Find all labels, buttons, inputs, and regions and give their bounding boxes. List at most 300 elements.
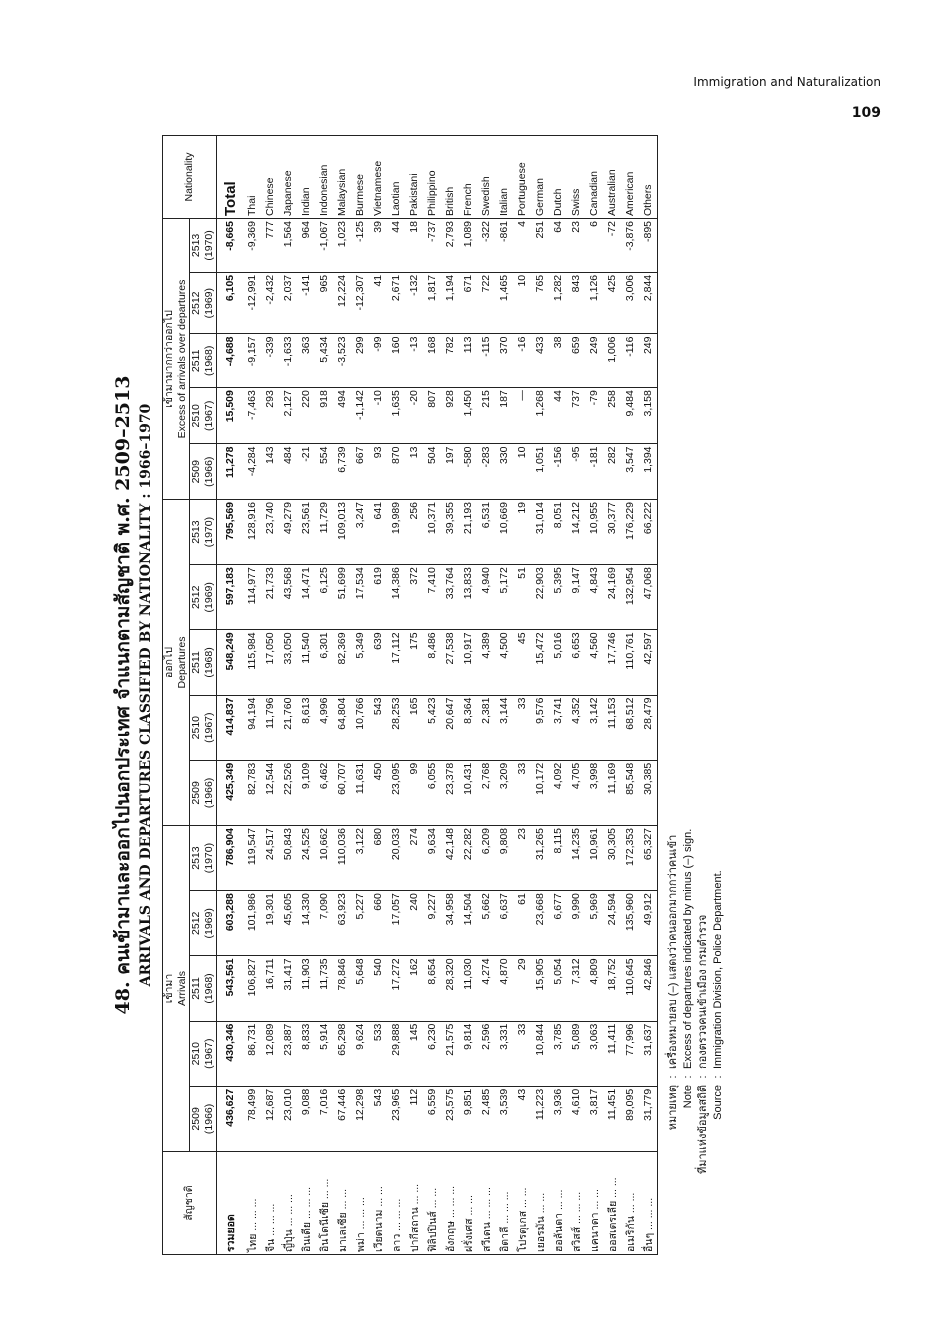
- year-ce-header: (1970): [203, 825, 217, 890]
- excess-cell: -115: [477, 334, 495, 388]
- excess-cell: 3,158: [639, 388, 658, 444]
- arrivals-cell: 135,960: [621, 891, 639, 956]
- nationality-thai-cell: ญี่ปุ่น ... ... ...: [279, 1152, 297, 1255]
- departures-cell: 256: [405, 499, 423, 564]
- nationality-english-cell: Canadian: [585, 136, 603, 219]
- year-be-header: 2511: [190, 334, 204, 388]
- excess-cell: -4,284: [243, 444, 261, 499]
- excess-cell: 10: [513, 272, 531, 334]
- year-ce-header: (1969): [203, 565, 217, 630]
- arrivals-cell: 11,735: [315, 956, 333, 1021]
- table-title-thai: [110, 125, 136, 1265]
- arrivals-cell: 5,648: [351, 956, 369, 1021]
- arrivals-cell: 274: [405, 825, 423, 890]
- departures-cell: 22,903: [531, 565, 549, 630]
- arrivals-cell: 430,346: [217, 1021, 244, 1086]
- nationality-thai-cell: แคนาดา ... ...: [585, 1152, 603, 1255]
- excess-cell: 807: [423, 388, 441, 444]
- arrivals-cell: 3,785: [549, 1021, 567, 1086]
- departures-cell: 9,576: [531, 695, 549, 760]
- group-departures-header: [163, 499, 190, 825]
- nationality-english-cell: Burmese: [351, 136, 369, 219]
- departures-cell: 33: [513, 760, 531, 825]
- departures-cell: 22,526: [279, 760, 297, 825]
- excess-cell: 13: [405, 444, 423, 499]
- title-thai-text: คนเข้ามาและออกไปนอกประเทศ จำแนกตามสัญชาติ พ.ศ. 2509–2513: [112, 375, 134, 975]
- excess-cell: -322: [477, 219, 495, 273]
- year-ce-header: (1966): [203, 760, 217, 825]
- table-row: [603, 136, 621, 1255]
- departures-cell: 39,355: [441, 499, 459, 564]
- excess-cell: 220: [297, 388, 315, 444]
- note-separator: :: [667, 1075, 679, 1079]
- departures-cell: 4,560: [585, 630, 603, 695]
- nationality-english-cell: Chinese: [261, 136, 279, 219]
- departures-cell: 6,653: [567, 630, 585, 695]
- year-be-header: 2510: [190, 388, 204, 444]
- arrivals-cell: 7,312: [567, 956, 585, 1021]
- arrivals-cell: 50,843: [279, 825, 297, 890]
- year-ce-header: (1967): [203, 388, 217, 444]
- excess-cell: 23: [567, 219, 585, 273]
- table-row: [351, 136, 369, 1255]
- departures-cell: 128,916: [243, 499, 261, 564]
- departures-cell: 2,381: [477, 695, 495, 760]
- arrivals-cell: 18,752: [603, 956, 621, 1021]
- arrivals-cell: 78,846: [333, 956, 351, 1021]
- arrivals-cell: 34,958: [441, 891, 459, 956]
- arrivals-cell: 24,517: [261, 825, 279, 890]
- excess-cell: -12,307: [351, 272, 369, 334]
- arrivals-cell: 4,610: [567, 1086, 585, 1151]
- excess-cell: 1,023: [333, 219, 351, 273]
- excess-cell: -2,432: [261, 272, 279, 334]
- arrivals-cell: 11,411: [603, 1021, 621, 1086]
- arrivals-cell: 5,969: [585, 891, 603, 956]
- departures-cell: 3,144: [495, 695, 513, 760]
- note-text: Immigration Division, Police Department.: [712, 870, 724, 1069]
- nationality-english-cell: Swiss: [567, 136, 585, 219]
- departures-cell: 12,544: [261, 760, 279, 825]
- excess-cell: 1,635: [387, 388, 405, 444]
- arrivals-cell: 9,088: [297, 1086, 315, 1151]
- excess-cell: 44: [549, 388, 567, 444]
- departures-cell: 82,369: [333, 630, 351, 695]
- excess-cell: 1,282: [549, 272, 567, 334]
- departures-cell: 21,733: [261, 565, 279, 630]
- departures-cell: 15,472: [531, 630, 549, 695]
- departures-cell: 597,183: [217, 565, 244, 630]
- note-row: [666, 125, 681, 1195]
- departures-cell: 115,984: [243, 630, 261, 695]
- excess-cell: 504: [423, 444, 441, 499]
- nationality-english-cell: Thai: [243, 136, 261, 219]
- arrivals-cell: 110,645: [621, 956, 639, 1021]
- departures-cell: 17,050: [261, 630, 279, 695]
- departures-cell: 10,669: [495, 499, 513, 564]
- departures-cell: 85,548: [621, 760, 639, 825]
- table-row: [621, 136, 639, 1255]
- nationality-thai-cell: สวิสส์ ... ... ...: [567, 1152, 585, 1255]
- departures-cell: 51: [513, 565, 531, 630]
- note-text: Excess of departures indicated by minus (–) sign.: [682, 828, 694, 1069]
- arrivals-cell: 29: [513, 956, 531, 1021]
- note-label: หมายเหตุ: [667, 1085, 679, 1131]
- excess-cell: 1,006: [603, 334, 621, 388]
- departures-cell: 4,389: [477, 630, 495, 695]
- arrivals-cell: 4,274: [477, 956, 495, 1021]
- excess-cell: 197: [441, 444, 459, 499]
- arrivals-cell: 31,265: [531, 825, 549, 890]
- departures-cell: 10,172: [531, 760, 549, 825]
- departures-cell: 64,804: [333, 695, 351, 760]
- excess-cell: -737: [423, 219, 441, 273]
- arrivals-cell: 9,227: [423, 891, 441, 956]
- excess-cell: 370: [495, 334, 513, 388]
- departures-cell: 3,142: [585, 695, 603, 760]
- excess-cell: -1,633: [279, 334, 297, 388]
- excess-cell: 168: [423, 334, 441, 388]
- arrivals-cell: 436,627: [217, 1086, 244, 1151]
- excess-cell: -3,523: [333, 334, 351, 388]
- departures-cell: 175: [405, 630, 423, 695]
- group-excess-english: Excess of arrivals over departures: [176, 279, 188, 439]
- departures-cell: 68,512: [621, 695, 639, 760]
- table-row: [369, 136, 387, 1255]
- excess-cell: 18: [405, 219, 423, 273]
- excess-cell: 2,671: [387, 272, 405, 334]
- excess-cell: 671: [459, 272, 477, 334]
- arrivals-cell: 6,209: [477, 825, 495, 890]
- arrivals-cell: 12,089: [261, 1021, 279, 1086]
- table-row-total: [217, 136, 244, 1255]
- arrivals-cell: 3,817: [585, 1086, 603, 1151]
- arrivals-cell: 20,033: [387, 825, 405, 890]
- note-text: กองตรวจคนเข้าเมือง กรมตำรวจ: [697, 914, 709, 1069]
- arrivals-cell: 42,148: [441, 825, 459, 890]
- note-text: เครื่องหมายลบ (–) แสดงว่าคนออกมากกว่าคนเข้า: [667, 834, 679, 1069]
- departures-cell: 165: [405, 695, 423, 760]
- nationality-english-cell: German: [531, 136, 549, 219]
- arrivals-cell: 786,904: [217, 825, 244, 890]
- departures-cell: 5,423: [423, 695, 441, 760]
- excess-cell: 1,126: [585, 272, 603, 334]
- year-be-header: 2513: [190, 499, 204, 564]
- departures-cell: 8,051: [549, 499, 567, 564]
- excess-cell: -1,142: [351, 388, 369, 444]
- excess-cell: 722: [477, 272, 495, 334]
- table-row: [513, 136, 531, 1255]
- arrivals-cell: 33: [513, 1021, 531, 1086]
- arrivals-cell: 533: [369, 1021, 387, 1086]
- table-row: [585, 136, 603, 1255]
- excess-cell: 5,434: [315, 334, 333, 388]
- excess-cell: 15,509: [217, 388, 244, 444]
- departures-cell: 619: [369, 565, 387, 630]
- departures-cell: 10,431: [459, 760, 477, 825]
- arrivals-cell: 78,499: [243, 1086, 261, 1151]
- excess-cell: 667: [351, 444, 369, 499]
- departures-cell: 641: [369, 499, 387, 564]
- excess-cell: 928: [441, 388, 459, 444]
- arrivals-cell: 28,320: [441, 956, 459, 1021]
- arrivals-departures-table: [162, 135, 658, 1255]
- departures-cell: 3,209: [495, 760, 513, 825]
- excess-cell: -339: [261, 334, 279, 388]
- excess-cell: -861: [495, 219, 513, 273]
- departures-cell: 66,222: [639, 499, 658, 564]
- nationality-english-cell: Italian: [495, 136, 513, 219]
- note-row: [711, 125, 726, 1195]
- excess-cell: -95: [567, 444, 585, 499]
- excess-cell: -1,067: [315, 219, 333, 273]
- table-row: [243, 136, 261, 1255]
- excess-cell: 41: [369, 272, 387, 334]
- excess-cell: -79: [585, 388, 603, 444]
- departures-cell: 4,705: [567, 760, 585, 825]
- note-row: [681, 125, 696, 1195]
- arrivals-cell: 2,485: [477, 1086, 495, 1151]
- group-departures-thai: ออกไป: [163, 647, 175, 678]
- arrivals-cell: 540: [369, 956, 387, 1021]
- table-row: [261, 136, 279, 1255]
- departures-cell: 11,729: [315, 499, 333, 564]
- nationality-english-cell: Indian: [297, 136, 315, 219]
- excess-cell: 64: [549, 219, 567, 273]
- table-row: [639, 136, 658, 1255]
- departures-cell: 14,212: [567, 499, 585, 564]
- arrivals-cell: 86,731: [243, 1021, 261, 1086]
- arrivals-cell: 145: [405, 1021, 423, 1086]
- excess-cell: 870: [387, 444, 405, 499]
- departures-cell: 11,153: [603, 695, 621, 760]
- arrivals-cell: 12,298: [351, 1086, 369, 1151]
- excess-cell: -156: [549, 444, 567, 499]
- departures-cell: 21,193: [459, 499, 477, 564]
- arrivals-cell: 30,305: [603, 825, 621, 890]
- arrivals-cell: 17,272: [387, 956, 405, 1021]
- nationality-thai-cell: อิตาลี ... ... ...: [495, 1152, 513, 1255]
- arrivals-cell: 5,662: [477, 891, 495, 956]
- departures-cell: 4,500: [495, 630, 513, 695]
- table-row: [333, 136, 351, 1255]
- excess-cell: 2,127: [279, 388, 297, 444]
- col-nationality-thai-header: สัญชาติ: [163, 1152, 217, 1255]
- table-title-english: ARRIVALS AND DEPARTURES CLASSIFIED BY NATIONALITY : 1966–1970: [138, 403, 154, 987]
- arrivals-cell: 24,594: [603, 891, 621, 956]
- arrivals-cell: 9,808: [495, 825, 513, 890]
- departures-cell: 176,229: [621, 499, 639, 564]
- nationality-thai-cell: เวียดนาม ... ...: [369, 1152, 387, 1255]
- departures-cell: 3,998: [585, 760, 603, 825]
- year-be-header: 2513: [190, 825, 204, 890]
- departures-cell: 23,378: [441, 760, 459, 825]
- group-arrivals-header: [163, 825, 190, 1151]
- departures-cell: 28,253: [387, 695, 405, 760]
- nationality-english-cell: Vietnamese: [369, 136, 387, 219]
- departures-cell: 9,109: [297, 760, 315, 825]
- arrivals-cell: 6,637: [495, 891, 513, 956]
- departures-cell: 47,068: [639, 565, 658, 630]
- excess-cell: 282: [603, 444, 621, 499]
- excess-cell: 293: [261, 388, 279, 444]
- arrivals-cell: 11,451: [603, 1086, 621, 1151]
- excess-cell: 330: [495, 444, 513, 499]
- excess-cell: -4,688: [217, 334, 244, 388]
- departures-cell: 4,996: [315, 695, 333, 760]
- excess-cell: -3,876: [621, 219, 639, 273]
- excess-cell: 4: [513, 219, 531, 273]
- excess-cell: -7,463: [243, 388, 261, 444]
- nationality-english-cell: American: [621, 136, 639, 219]
- excess-cell: -181: [585, 444, 603, 499]
- arrivals-cell: 11,030: [459, 956, 477, 1021]
- year-ce-header: (1968): [203, 956, 217, 1021]
- departures-cell: 10,917: [459, 630, 477, 695]
- departures-cell: 9,147: [567, 565, 585, 630]
- departures-cell: 28,479: [639, 695, 658, 760]
- year-be-header: 2511: [190, 956, 204, 1021]
- departures-cell: 14,471: [297, 565, 315, 630]
- excess-cell: 964: [297, 219, 315, 273]
- arrivals-cell: 6,677: [549, 891, 567, 956]
- nationality-thai-cell: มาเลเซีย ... ...: [333, 1152, 351, 1255]
- arrivals-cell: 3,331: [495, 1021, 513, 1086]
- arrivals-cell: 240: [405, 891, 423, 956]
- departures-cell: 23,561: [297, 499, 315, 564]
- nationality-thai-cell: อินโดนีเซีย ... ...: [315, 1152, 333, 1255]
- excess-cell: 93: [369, 444, 387, 499]
- year-be-header: 2509: [190, 760, 204, 825]
- arrivals-cell: 14,330: [297, 891, 315, 956]
- arrivals-cell: 11,223: [531, 1086, 549, 1151]
- excess-cell: -20: [405, 388, 423, 444]
- excess-cell: 9,484: [621, 388, 639, 444]
- excess-cell: —: [513, 388, 531, 444]
- departures-cell: 82,783: [243, 760, 261, 825]
- nationality-thai-cell: ปากีสถาน ... ...: [405, 1152, 423, 1255]
- departures-cell: 6,125: [315, 565, 333, 630]
- excess-cell: -21: [297, 444, 315, 499]
- arrivals-cell: 110,036: [333, 825, 351, 890]
- excess-cell: 44: [387, 219, 405, 273]
- excess-cell: 251: [531, 219, 549, 273]
- arrivals-cell: 65,298: [333, 1021, 351, 1086]
- year-be-header: 2512: [190, 565, 204, 630]
- arrivals-cell: 9,634: [423, 825, 441, 890]
- excess-cell: 160: [387, 334, 405, 388]
- arrivals-cell: 7,016: [315, 1086, 333, 1151]
- departures-cell: 5,349: [351, 630, 369, 695]
- departures-cell: 42,597: [639, 630, 658, 695]
- departures-cell: 14,386: [387, 565, 405, 630]
- excess-cell: 1,394: [639, 444, 658, 499]
- note-row: [696, 125, 711, 1195]
- departures-cell: 51,699: [333, 565, 351, 630]
- departures-cell: 5,016: [549, 630, 567, 695]
- departures-cell: 7,410: [423, 565, 441, 630]
- table-row: [387, 136, 405, 1255]
- nationality-english-cell: Indonesian: [315, 136, 333, 219]
- departures-cell: 109,013: [333, 499, 351, 564]
- arrivals-cell: 2,596: [477, 1021, 495, 1086]
- departures-cell: 6,055: [423, 760, 441, 825]
- excess-cell: -132: [405, 272, 423, 334]
- group-excess-thai: เข้ามามากกว่าออกไป: [163, 310, 175, 408]
- arrivals-cell: 5,054: [549, 956, 567, 1021]
- note-label: Source: [712, 1085, 724, 1120]
- arrivals-cell: 14,235: [567, 825, 585, 890]
- col-nationality-english-header: Nationality: [163, 136, 217, 219]
- arrivals-cell: 23,575: [441, 1086, 459, 1151]
- arrivals-cell: 8,654: [423, 956, 441, 1021]
- departures-cell: 21,760: [279, 695, 297, 760]
- year-be-header: 2513: [190, 219, 204, 273]
- year-ce-header: (1970): [203, 219, 217, 273]
- nationality-thai-cell: อื่นๆ ... ... ...: [639, 1152, 658, 1255]
- arrivals-cell: 8,833: [297, 1021, 315, 1086]
- excess-cell: 143: [261, 444, 279, 499]
- table-number: 48.: [112, 981, 134, 1015]
- nationality-english-cell: Laotian: [387, 136, 405, 219]
- excess-cell: 1,089: [459, 219, 477, 273]
- excess-cell: -72: [603, 219, 621, 273]
- departures-cell: 8,613: [297, 695, 315, 760]
- excess-cell: 1,194: [441, 272, 459, 334]
- nationality-english-cell: Australian: [603, 136, 621, 219]
- nationality-thai-cell: เยอรมัน ... ...: [531, 1152, 549, 1255]
- nationality-thai-cell: ฟิลิปปินส์ ... ...: [423, 1152, 441, 1255]
- departures-cell: 4,092: [549, 760, 567, 825]
- note-label: Note: [682, 1085, 694, 1109]
- year-be-header: 2509: [190, 444, 204, 499]
- arrivals-cell: 63,923: [333, 891, 351, 956]
- nationality-thai-cell: ไทย ... ... ...: [243, 1152, 261, 1255]
- arrivals-cell: 21,575: [441, 1021, 459, 1086]
- year-ce-header: (1968): [203, 630, 217, 695]
- arrivals-cell: 67,446: [333, 1086, 351, 1151]
- note-separator: :: [712, 1075, 724, 1079]
- arrivals-cell: 101,986: [243, 891, 261, 956]
- arrivals-cell: 10,961: [585, 825, 603, 890]
- excess-cell: 299: [351, 334, 369, 388]
- arrivals-cell: 23,887: [279, 1021, 297, 1086]
- arrivals-cell: 65,327: [639, 825, 658, 890]
- table-row: [279, 136, 297, 1255]
- departures-cell: 24,169: [603, 565, 621, 630]
- departures-cell: 543: [369, 695, 387, 760]
- departures-cell: 17,746: [603, 630, 621, 695]
- group-arrivals-thai: เข้ามา: [163, 973, 175, 1004]
- arrivals-cell: 7,090: [315, 891, 333, 956]
- arrivals-cell: 9,990: [567, 891, 585, 956]
- table-row: [297, 136, 315, 1255]
- arrivals-cell: 9,624: [351, 1021, 369, 1086]
- excess-cell: 39: [369, 219, 387, 273]
- arrivals-cell: 3,063: [585, 1021, 603, 1086]
- excess-cell: 12,224: [333, 272, 351, 334]
- departures-cell: 49,279: [279, 499, 297, 564]
- nationality-thai-cell: พม่า ... ... ...: [351, 1152, 369, 1255]
- year-ce-header: (1966): [203, 444, 217, 499]
- excess-cell: 363: [297, 334, 315, 388]
- excess-cell: 249: [639, 334, 658, 388]
- excess-cell: -99: [369, 334, 387, 388]
- departures-cell: 11,796: [261, 695, 279, 760]
- arrivals-cell: 89,095: [621, 1086, 639, 1151]
- arrivals-cell: 43: [513, 1086, 531, 1151]
- arrivals-cell: 680: [369, 825, 387, 890]
